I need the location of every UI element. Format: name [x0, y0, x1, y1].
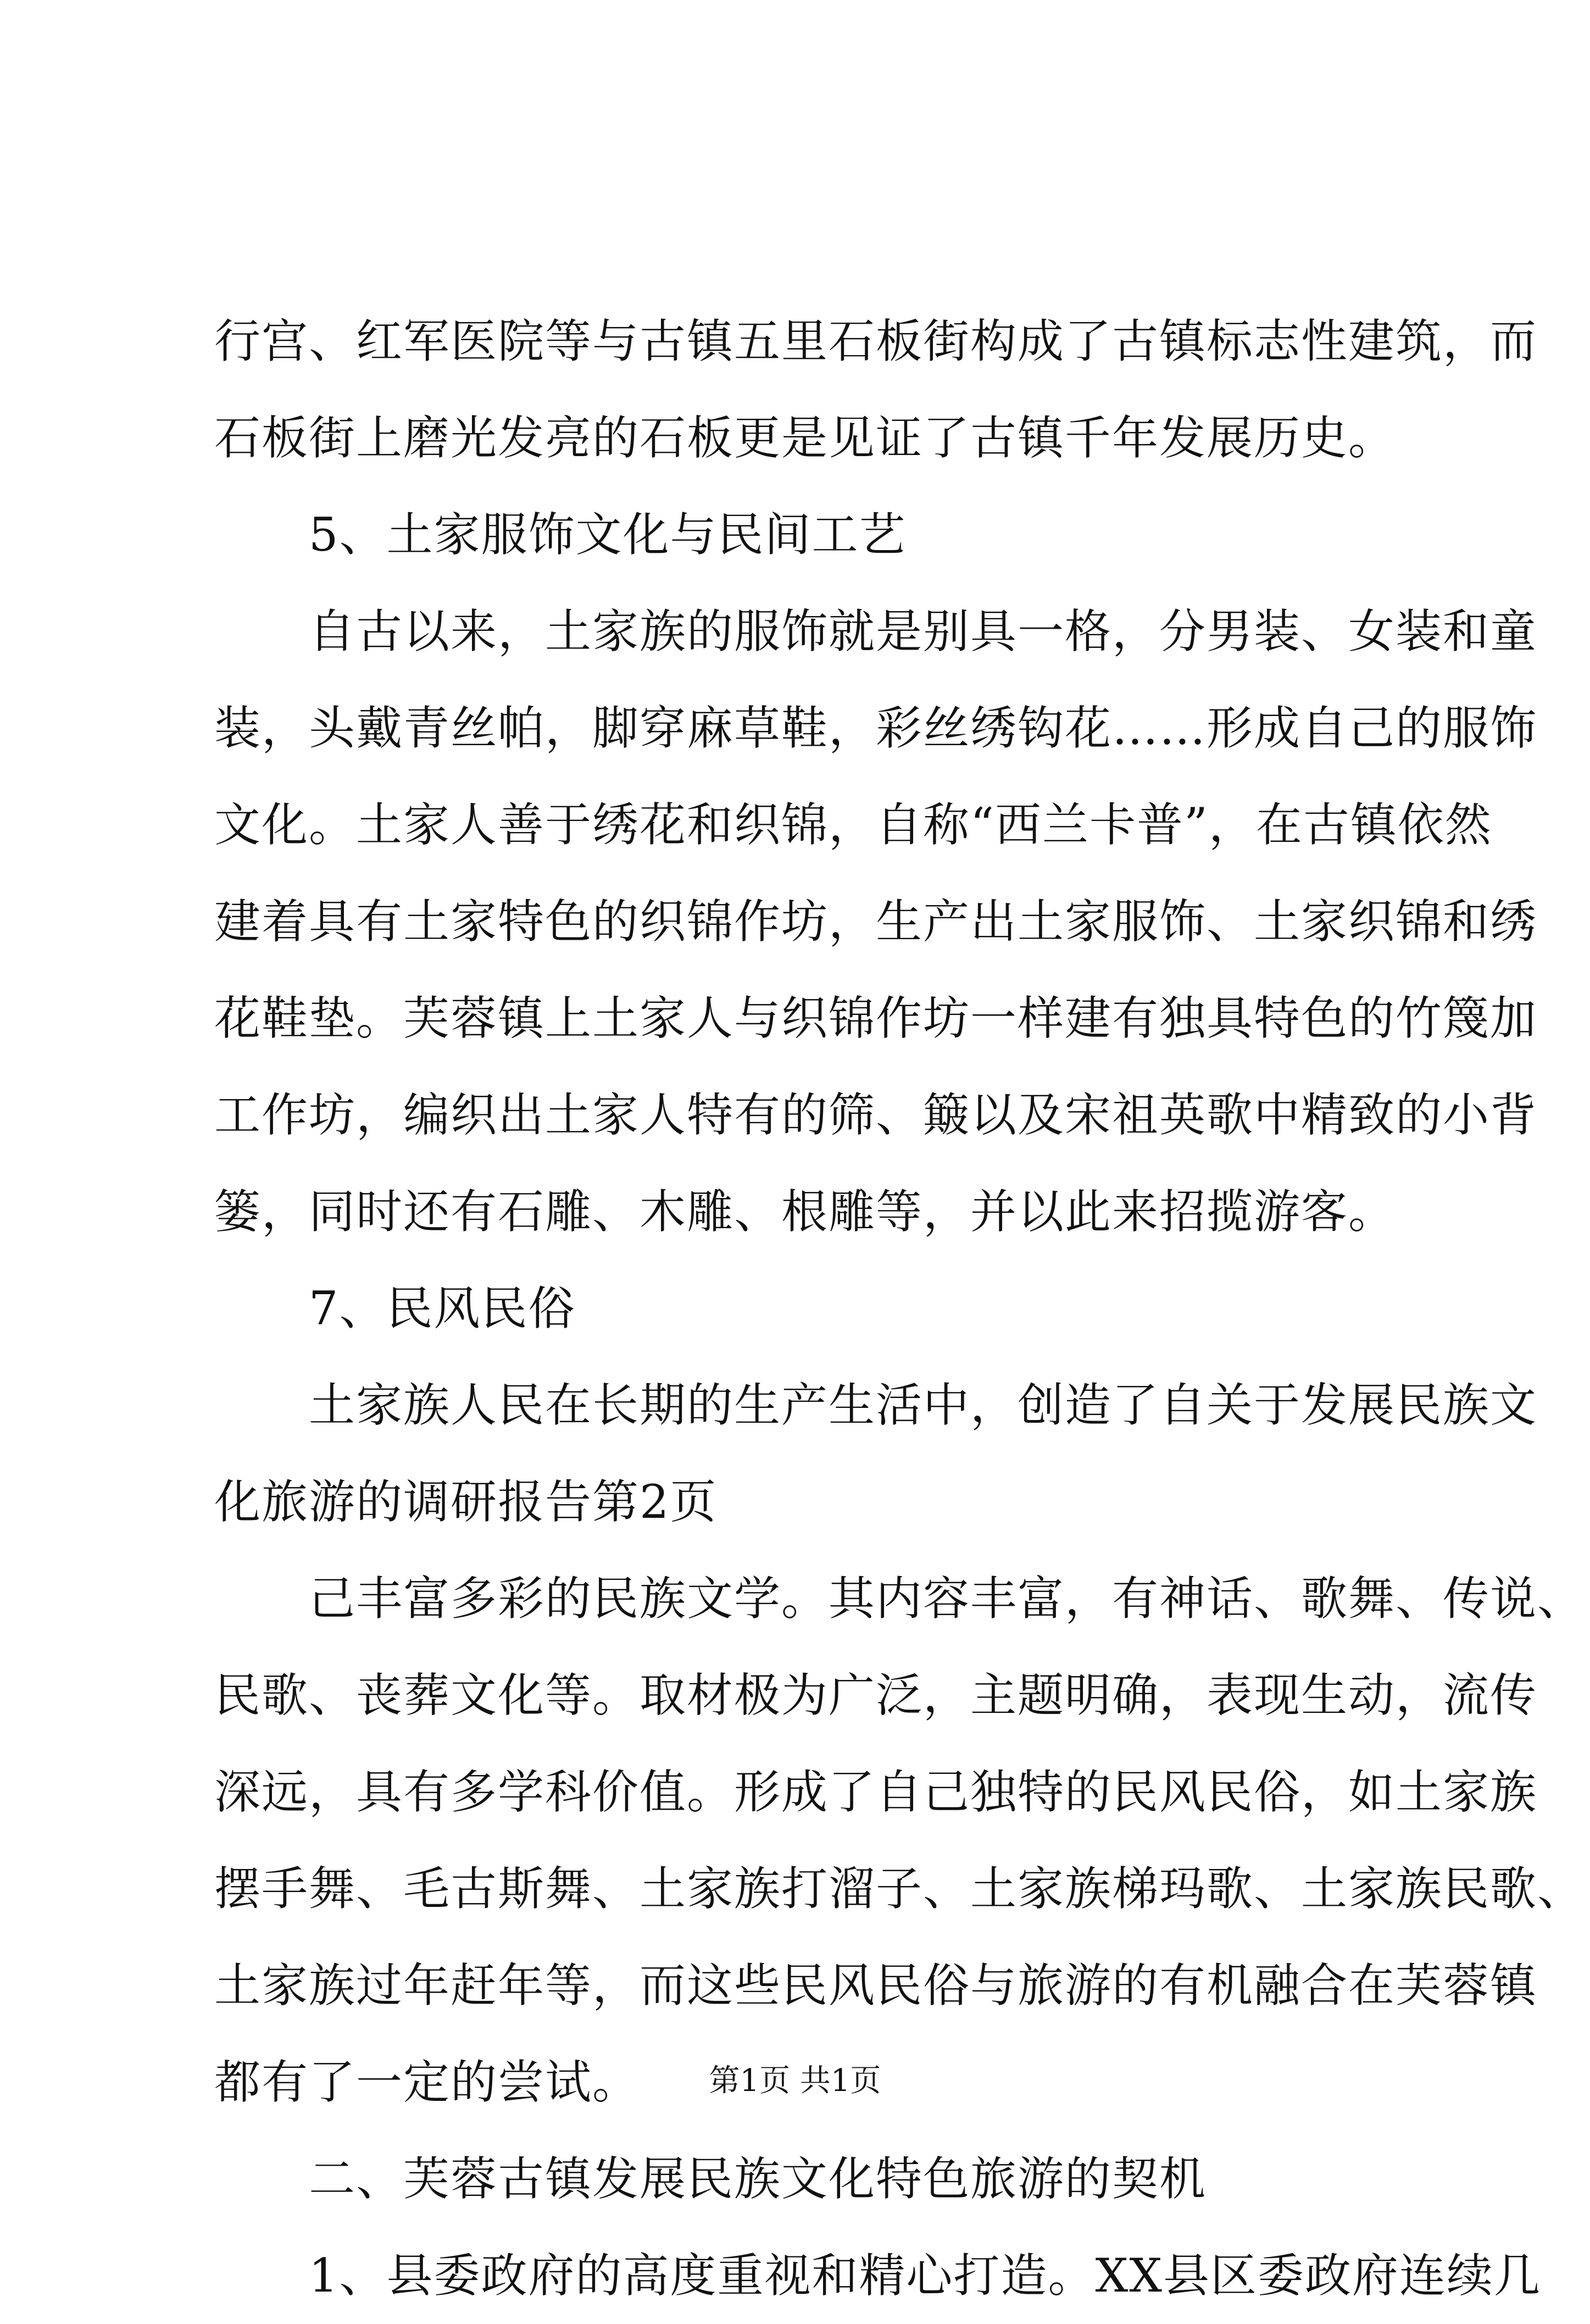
text-line: 土家族人民在长期的生产生活中，创造了自关于发展民族文	[214, 1378, 1538, 1432]
text-line: 摆手舞、毛古斯舞、土家族打溜子、土家族梯玛歌、土家族民歌、	[214, 1862, 1585, 1916]
text-line: 1、县委政府的高度重视和精心打造。XX县区委政府连续几	[214, 2249, 1542, 2303]
text-line: 己丰富多彩的民族文学。其内容丰富，有神话、歌舞、传说、	[214, 1572, 1585, 1626]
text-line: 建着具有土家特色的织锦作坊，生产出土家服饰、土家织锦和绣	[214, 895, 1538, 949]
text-line: 土家族过年赶年等，而这些民风民俗与旅游的有机融合在芙蓉镇	[214, 1959, 1538, 2012]
text-line: 自古以来，土家族的服饰就是别具一格，分男装、女装和童	[214, 604, 1538, 658]
text-line: 深远，具有多学科价值。形成了自己独特的民风民俗，如土家族	[214, 1765, 1538, 1819]
section-heading: 二、芙蓉古镇发展民族文化特色旅游的契机	[214, 2152, 1207, 2206]
text-line: 文化。土家人善于绣花和织锦，自称“西兰卡普”，在古镇依然	[214, 798, 1492, 852]
text-line: 石板街上磨光发亮的石板更是见证了古镇千年发展历史。	[214, 411, 1396, 465]
text-line: 行宫、红军医院等与古镇五里石板街构成了古镇标志性建筑，而	[214, 314, 1538, 368]
text-line: 花鞋垫。芙蓉镇上土家人与织锦作坊一样建有独具特色的竹篾加	[214, 991, 1538, 1045]
document-body	[214, 293, 1585, 2324]
text-line: 装，头戴青丝帕，脚穿麻草鞋，彩丝绣钩花……形成自己的服饰	[214, 701, 1538, 755]
section-heading: 7、民风民俗	[214, 1282, 576, 1335]
page-footer: 第1页 共1页	[709, 2063, 881, 2099]
text-line: 都有了一定的尝试。	[214, 2055, 640, 2109]
text-line: 民歌、丧葬文化等。取材极为广泛，主题明确，表现生动，流传	[214, 1668, 1538, 1722]
text-line: 篓，同时还有石雕、木雕、根雕等，并以此来招揽游客。	[214, 1185, 1396, 1239]
text-line: 化旅游的调研报告第2页	[214, 1475, 718, 1529]
text-line: 工作坊，编织出土家人特有的筛、簸以及宋祖英歌中精致的小背	[214, 1088, 1538, 1142]
section-heading: 5、土家服饰文化与民间工艺	[214, 508, 907, 562]
